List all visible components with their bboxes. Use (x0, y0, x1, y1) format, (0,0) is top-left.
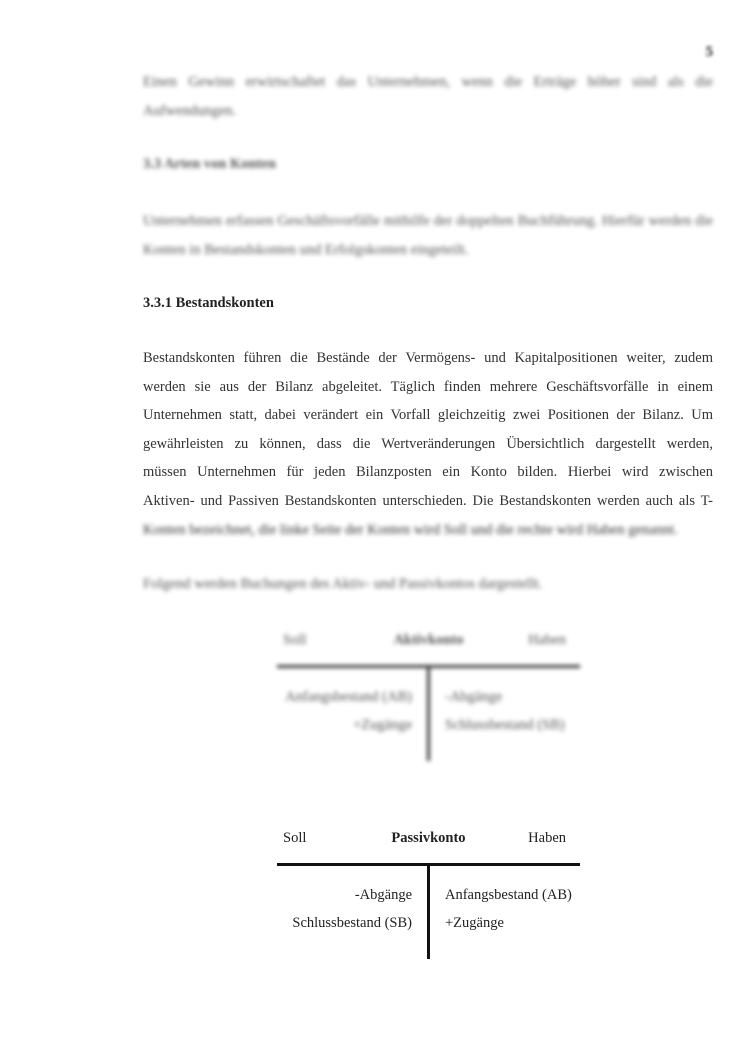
t-konto-title: Aktivkonto (393, 632, 464, 648)
t-konto-passivkonto (277, 830, 580, 990)
paragraph-line: Aktiven- und Passiven Bestandskonten unterschieden. Die Bestandskonten werden auch als T- (143, 492, 713, 509)
t-konto-soll-label: Soll (283, 830, 307, 846)
t-konto-entry: -Abgänge (354, 887, 412, 903)
paragraph-line: gewährleisten zu können, dass die Wertveränderungen Übersichtlich dargestellt werden, (143, 435, 713, 452)
t-konto-soll-entries (292, 881, 412, 937)
t-konto-vertical-line (427, 863, 430, 959)
t-konto-aktivkonto (277, 632, 580, 792)
paragraph-bestandskonten (143, 344, 713, 544)
paragraph-doppelte-buchfuehrung: Unternehmen erfassen Geschäftsvorfälle mithilfe der doppelten Buchführung. Hierfür werden die Konten in Bestandskonten und Erfolgskonten eingeteilt. (143, 213, 713, 258)
page-number: 5 (705, 44, 713, 60)
t-konto-haben-entries (445, 683, 565, 739)
t-konto-haben-entries (445, 881, 572, 937)
paragraph-line: werden sie aus der Bilanz abgeleitet. Täglich finden mehrere Geschäftsvorfälle in einem (143, 378, 713, 395)
heading-bestandskonten: 3.3.1 Bestandskonten (143, 295, 274, 311)
t-konto-vertical-line (427, 665, 430, 761)
t-konto-haben-label: Haben (528, 632, 566, 648)
t-konto-soll-label: Soll (283, 632, 307, 648)
t-konto-entry: -Abgänge (445, 689, 503, 705)
t-konto-entry: Schlussbestand (SB) (445, 717, 565, 733)
paragraph-line: Bestandskonten führen die Bestände der Vermögens- und Kapitalpositionen weiter, zudem (143, 350, 713, 366)
t-konto-title: Passivkonto (391, 830, 466, 846)
t-konto-entry: Schlussbestand (SB) (292, 915, 412, 931)
t-konto-entry: +Zugänge (445, 915, 504, 931)
paragraph-buchungen-intro: Folgend werden Buchungen des Aktiv- und Passivkontos dargestellt. (143, 576, 543, 592)
paragraph-line: Konten bezeichnet, die linke Seite der Konten wird Soll und die rechte wird Haben genannt. (143, 521, 678, 538)
t-konto-entry: +Zugänge (353, 717, 412, 733)
t-konto-entry: Anfangsbestand (AB) (285, 689, 412, 705)
paragraph-gewinn: Einen Gewinn erwirtschaftet das Unternehmen, wenn die Erträge höher sind als die Aufwendungen. (143, 74, 713, 119)
heading-arten-von-konten: 3.3 Arten von Konten (143, 156, 276, 172)
paragraph-line: Unternehmen statt, dabei verändert ein Vorfall gleichzeitig zwei Positionen der Bilanz. Um (143, 407, 713, 424)
paragraph-line: müssen Unternehmen für jeden Bilanzposten ein Konto bilden. Hierbei wird zwischen (143, 464, 713, 481)
t-konto-haben-label: Haben (528, 830, 566, 846)
t-konto-entry: Anfangsbestand (AB) (445, 887, 572, 903)
t-konto-soll-entries (285, 683, 412, 739)
